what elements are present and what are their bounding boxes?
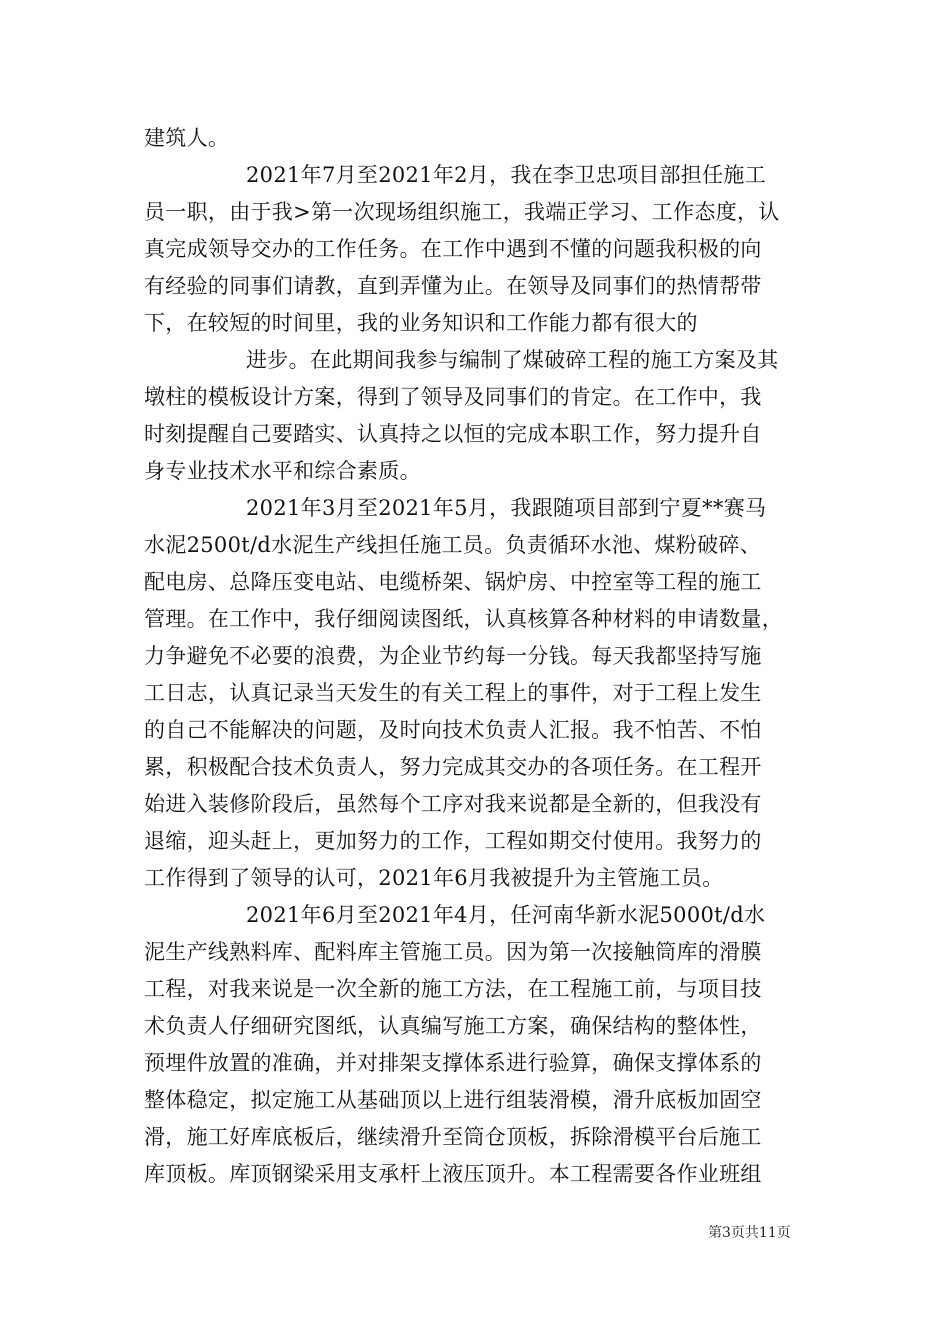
text-line: 力争避免不必要的浪费，为企业节约每一分钱。每天我都坚持写施 bbox=[144, 644, 762, 668]
text-line: 管理。在工作中，我仔细阅读图纸，认真核算各种材料的申请数量， bbox=[144, 607, 783, 631]
text-line: 术负责人仔细研究图纸，认真编写施工方案，确保结构的整体性， bbox=[144, 1014, 762, 1038]
paragraph-start-line: 2021年3月至2021年5月，我跟随项目部到宁夏**赛马 bbox=[246, 496, 767, 520]
text-line: 真完成领导交办的工作任务。在工作中遇到不懂的问题我积极的向 bbox=[144, 237, 762, 261]
text-line: 工作得到了领导的认可，2021年6月我被提升为主管施工员。 bbox=[144, 866, 724, 890]
text-line: 工程，对我来说是一次全新的施工方法，在工程施工前，与项目技 bbox=[144, 977, 762, 1001]
text-line: 员一职，由于我>第一次现场组织施工，我端正学习、工作态度，认 bbox=[144, 200, 780, 224]
text-line: 泥生产线熟料库、配料库主管施工员。因为第一次接触筒库的滑膜 bbox=[144, 940, 762, 964]
text-line: 有经验的同事们请教，直到弄懂为止。在领导及同事们的热情帮带 bbox=[144, 274, 762, 298]
page-number-footer: 第3页共11页 bbox=[708, 1225, 791, 1241]
text-line: 身专业技术水平和综合素质。 bbox=[144, 459, 421, 483]
text-line: 整体稳定，拟定施工从基础顶以上进行组装滑模，滑升底板加固空 bbox=[144, 1088, 762, 1112]
text-line: 的自己不能解决的问题，及时向技术负责人汇报。我不怕苦、不怕 bbox=[144, 718, 762, 742]
paragraph-start-line: 进步。在此期间我参与编制了煤破碎工程的施工方案及其 bbox=[246, 348, 779, 372]
text-line: 滑，施工好库底板后，继续滑升至筒仓顶板，拆除滑模平台后施工 bbox=[144, 1125, 762, 1149]
text-line: 配电房、总降压变电站、电缆桥架、锅炉房、中控室等工程的施工 bbox=[144, 570, 762, 594]
text-line: 建筑人。 bbox=[144, 126, 230, 150]
text-line: 累，积极配合技术负责人，努力完成其交办的各项任务。在工程开 bbox=[144, 755, 762, 779]
text-line: 退缩，迎头赶上，更加努力的工作，工程如期交付使用。我努力的 bbox=[144, 829, 762, 853]
text-line: 始进入装修阶段后，虽然每个工序对我来说都是全新的，但我没有 bbox=[144, 792, 762, 816]
paragraph-start-line: 2021年6月至2021年4月，任河南华新水泥5000t/d水 bbox=[246, 903, 766, 927]
text-line: 水泥2500t/d水泥生产线担任施工员。负责循环水池、煤粉破碎、 bbox=[144, 533, 761, 557]
text-line: 库顶板。库顶钢梁采用支承杆上液压顶升。本工程需要各作业班组 bbox=[144, 1162, 762, 1186]
text-line: 墩柱的模板设计方案，得到了领导及同事们的肯定。在工作中，我 bbox=[144, 385, 762, 409]
text-line: 工日志，认真记录当天发生的有关工程上的事件，对于工程上发生 bbox=[144, 681, 762, 705]
text-line: 时刻提醒自己要踏实、认真持之以恒的完成本职工作，努力提升自 bbox=[144, 422, 762, 446]
paragraph-start-line: 2021年7月至2021年2月，我在李卫忠项目部担任施工 bbox=[246, 163, 767, 187]
text-line: 预埋件放置的准确，并对排架支撑体系进行验算，确保支撑体系的 bbox=[144, 1051, 762, 1075]
text-line: 下，在较短的时间里，我的业务知识和工作能力都有很大的 bbox=[144, 311, 698, 335]
